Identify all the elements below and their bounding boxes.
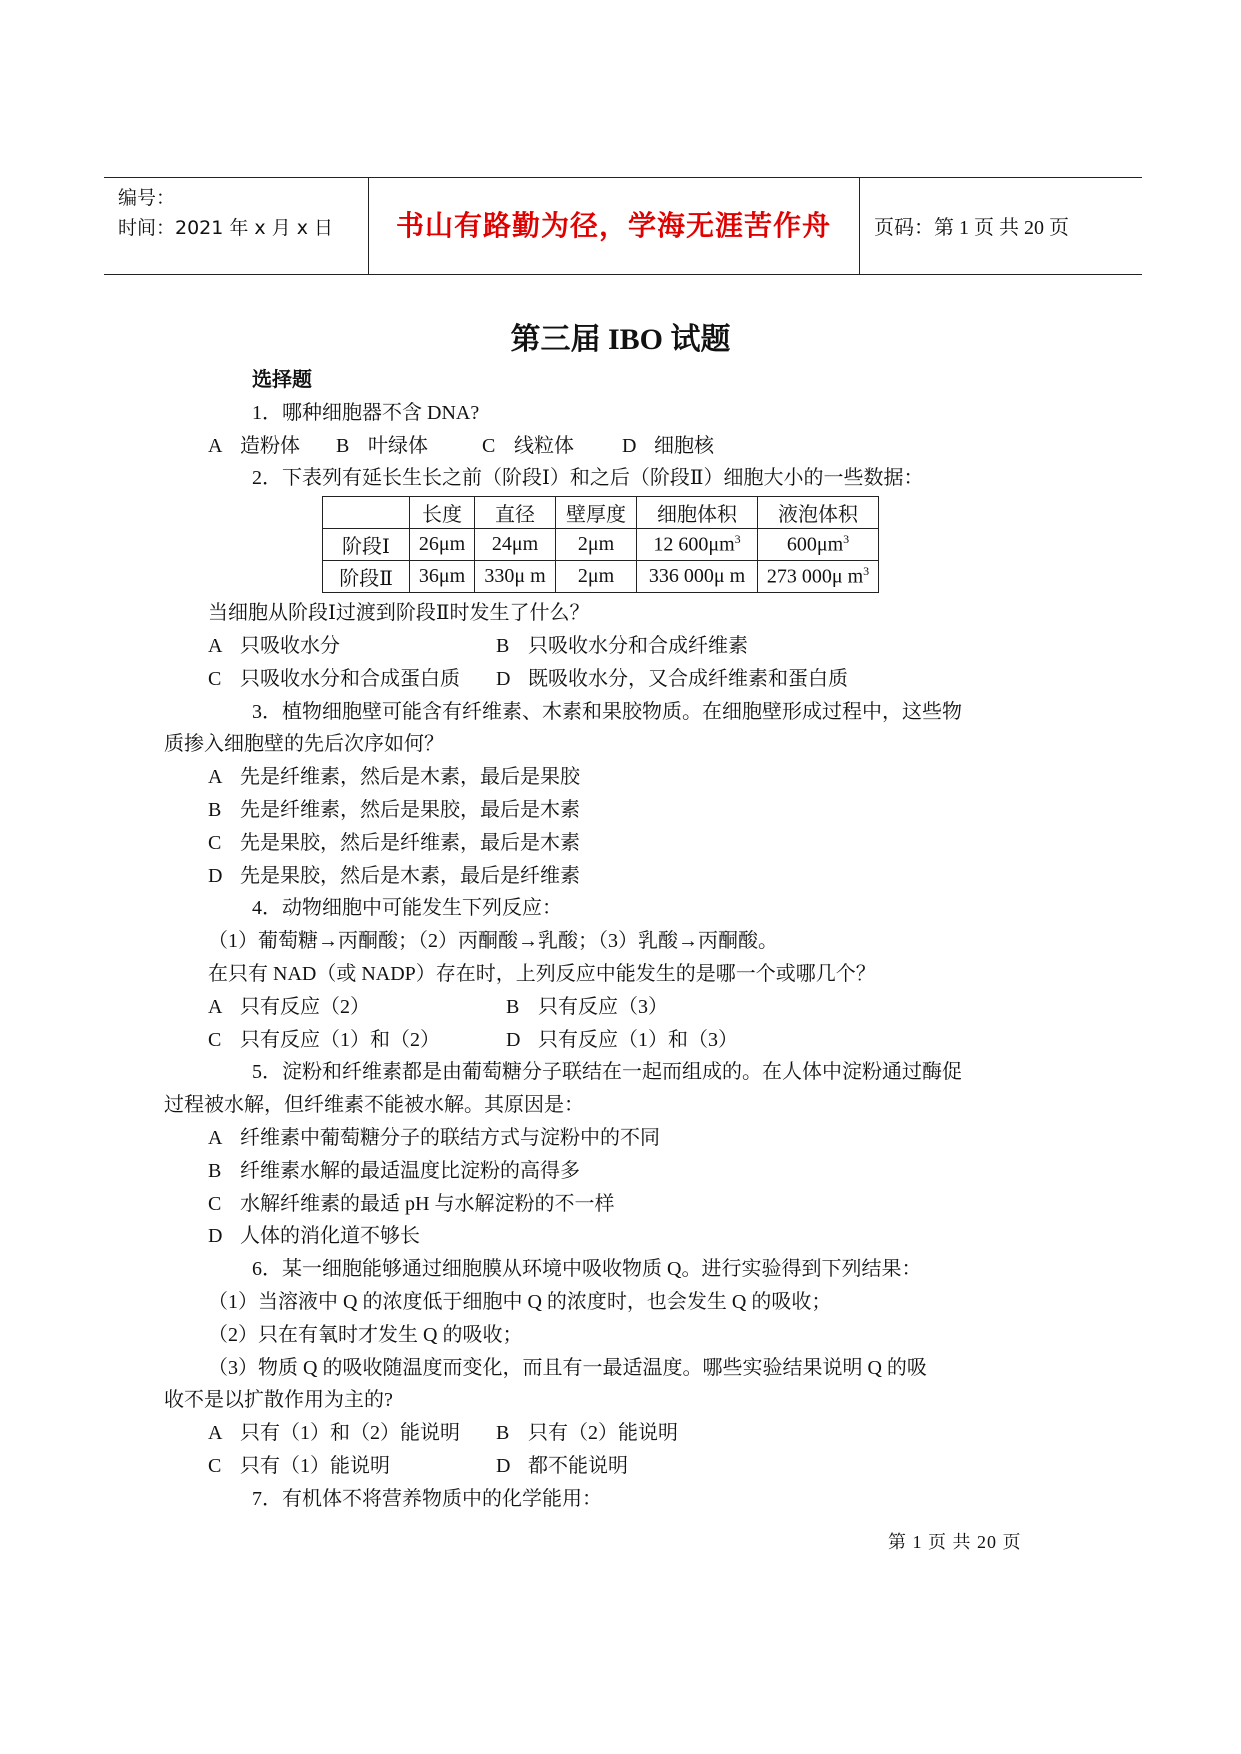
question-stem: 2．下表列有延长生长之前（阶段Ⅰ）和之后（阶段Ⅱ）细胞大小的一些数据： [252,467,924,490]
option-row [208,1024,1048,1057]
table-cell: 273 000μ $m^3$ [758,561,879,593]
option: C 只有（1）能说明 [208,1454,390,1477]
question-stem: 4．动物细胞中可能发生下列反应： [252,897,562,920]
option: B 只有（2）能说明 [496,1422,678,1445]
date-label: 时间：2021 年 x 月 x 日 [118,217,334,239]
table-row [323,529,879,561]
option-row [208,430,1048,463]
cell-size-table [322,496,879,593]
option: D 细胞核 [622,434,714,457]
option: A 只有反应（2） [208,995,370,1018]
code-label: 编号： [118,187,176,209]
table-cell: 2μm [556,529,637,561]
question-stem: 6．某一细胞能够通过细胞膜从环境中吸收物质 Q。进行实验得到下列结果： [252,1258,922,1281]
header-divider [859,178,860,274]
option: B 只有反应（3） [506,995,668,1018]
table-cell: 细胞体积 [637,497,758,529]
table-cell: 24μm [475,529,556,561]
option-row [208,1417,1048,1450]
table-cell: 阶段Ⅱ [323,561,410,593]
superscript: 3 [863,564,870,579]
table-cell: 阶段Ⅰ [323,529,410,561]
result-item: （2）只在有氧时才发生 Q 的吸收； [208,1323,523,1346]
table-cell: 12 $600\mu m^3$ [637,529,758,561]
option: D 只有反应（1）和（3） [506,1028,738,1051]
page-footer: 第 1 页 共 20 页 [888,1532,1022,1552]
option: B 只吸收水分和合成纤维素 [496,634,748,657]
table-cell: $600\mu m^3$ [758,529,879,561]
option: D 都不能说明 [496,1454,628,1477]
question-list [164,364,1048,1516]
option-row [208,663,1048,696]
option-row: C 先是果胶，然后是纤维素，最后是木素 [208,831,580,854]
reaction-list: （1）葡萄糖→丙酮酸；（2）丙酮酸→乳酸；（3）乳酸→丙酮酸。 [208,930,778,953]
question-stem: 7．有机体不将营养物质中的化学能用： [252,1487,602,1510]
result-item: （1）当溶液中 Q 的浓度低于细胞中 Q 的浓度时，也会发生 Q 的吸收； [208,1290,832,1313]
table-cell: 336 000μ m [637,561,758,593]
superscript: 3 [734,532,741,547]
question-stem-continued: 过程被水解，但纤维素不能被水解。其原因是： [164,1094,584,1117]
question-stem: 5．淀粉和纤维素都是由葡萄糖分子联结在一起而组成的。在人体中淀粉通过酶促 [252,1061,962,1084]
option: A 只有（1）和（2）能说明 [208,1422,460,1445]
question-stem: 3．植物细胞壁可能含有纤维素、木素和果胶物质。在细胞壁形成过程中，这些物 [252,700,962,723]
option-row: A 先是纤维素，然后是木素，最后是果胶 [208,766,580,789]
question-stem: 1．哪种细胞器不含 DNA? [252,401,480,424]
question-text: 当细胞从阶段Ⅰ过渡到阶段Ⅱ时发生了什么？ [208,602,590,625]
option-row: B 纤维素水解的最适温度比淀粉的高得多 [208,1159,580,1182]
header-page-info: 页码：第 1 页 共 20 页 [874,217,1069,239]
option: A 只吸收水分 [208,634,340,657]
option-row [208,630,1048,663]
table-cell: 2μm [556,561,637,593]
table-cell: 液泡体积 [758,497,879,529]
result-item: （3）物质 Q 的吸收随温度而变化，而且有一最适温度。哪些实验结果说明 Q 的吸 [208,1356,927,1379]
option: A 造粉体 [208,434,300,457]
option-row [208,991,1048,1024]
page-title: 第三届 IBO 试题 [510,323,731,356]
superscript: 3 [843,532,850,547]
option-row [208,1450,1048,1483]
header-motto: 书山有路勤为径，学海无涯苦作舟 [395,211,831,242]
table-cell: 直径 [475,497,556,529]
table-cell [323,497,410,529]
question-text: 在只有 NAD（或 NADP）存在时，上列反应中能发生的是哪一个或哪几个？ [208,962,876,985]
section-heading: 选择题 [252,369,312,391]
table-cell: 壁厚度 [556,497,637,529]
option-row: D 人体的消化道不够长 [208,1225,420,1248]
result-item-continued: 收不是以扩散作用为主的? [164,1389,393,1412]
question-stem-continued: 质掺入细胞壁的先后次序如何？ [164,733,444,756]
document-header [104,177,1142,275]
option-row: D 先是果胶，然后是木素，最后是纤维素 [208,864,580,887]
option: D 既吸收水分，又合成纤维素和蛋白质 [496,667,848,690]
option: C 只吸收水分和合成蛋白质 [208,667,460,690]
table-cell: 36μm [410,561,475,593]
header-meta [118,183,333,243]
table-cell: 330μ m [475,561,556,593]
option-row: A 纤维素中葡萄糖分子的联结方式与淀粉中的不同 [208,1126,660,1149]
option: C 线粒体 [482,434,574,457]
table-cell: 26μm [410,529,475,561]
option: B 叶绿体 [336,434,428,457]
table-header-row [323,497,879,529]
data-table-wrap [208,496,1048,593]
option-row: C 水解纤维素的最适 pH 与水解淀粉的不一样 [208,1192,615,1215]
option-row: B 先是纤维素，然后是果胶，最后是木素 [208,798,580,821]
option: C 只有反应（1）和（2） [208,1028,440,1051]
table-cell: 长度 [410,497,475,529]
table-row [323,561,879,593]
